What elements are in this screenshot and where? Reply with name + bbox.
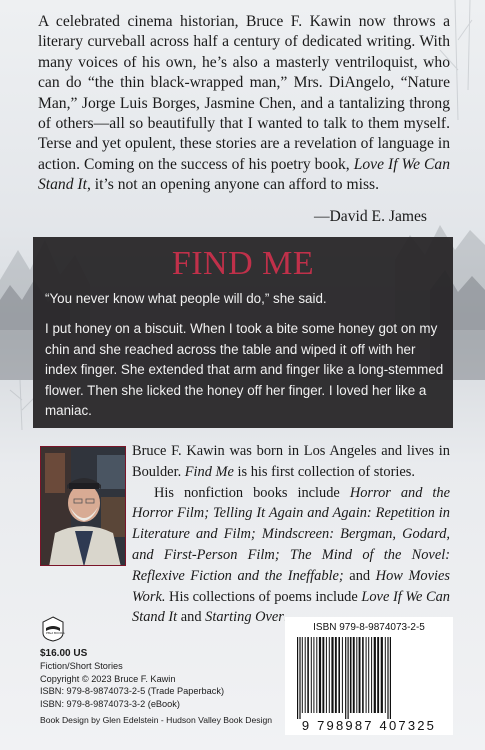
author-bio — [132, 441, 450, 628]
blurb-attribution: —David E. James — [313, 208, 427, 225]
bio-text: is his first collection of stories. — [233, 463, 415, 480]
barcode-bar — [322, 637, 324, 713]
barcode-bar — [356, 637, 357, 713]
barcode-bar — [335, 637, 337, 713]
author-portrait-image — [41, 447, 126, 566]
bio-text: Bruce F. Kawin was born in Los Angeles and lives in Boulder. — [132, 443, 450, 480]
barcode-bar — [305, 637, 306, 713]
category: Fiction/Short Stories — [40, 661, 123, 672]
bio-book-list: Horror and the Horror Film; Telling It Again and Again: Repetition in Literature and Film; Mindscreen: Bergman, Godard, and First-Person Film; The Mind of the Novel: Reflexive Fiction and the Ineffable; — [132, 484, 450, 584]
barcode-bar — [387, 637, 388, 719]
bio-poem-title: Love If We Can Stand It — [132, 588, 450, 626]
isbn-trade: ISBN: 979-8-9874073-2-5 (Trade Paperback) — [40, 686, 225, 697]
barcode-bar — [381, 637, 383, 713]
copyright: Copyright © 2023 Bruce F. Kawin — [40, 673, 176, 684]
blurb-text-end: , it’s not an opening anyone can afford to miss. — [86, 176, 379, 194]
barcode-bar — [316, 637, 317, 713]
book-design-credit: Book Design by Glen Edelstein - Hudson Valley Book Design — [40, 715, 272, 726]
publisher-logo-label: PBeJ BOOKS — [46, 631, 65, 635]
author-photo — [40, 446, 126, 566]
barcode-isbn-label: ISBN 979-8-9874073-2-5 — [313, 622, 425, 633]
barcode — [285, 617, 453, 735]
barcode-bar — [362, 637, 364, 713]
price: $16.00 US — [40, 648, 88, 659]
bio-text: and — [343, 567, 376, 584]
barcode-bar — [368, 637, 369, 713]
barcode-bar — [342, 637, 343, 713]
blurb-text: A celebrated cinema historian, Bruce F. Kawin now throws a literary curveball across half a century of dedicated writing. With many voices of his own, he’s also a masterly ventriloquist, who can do “the thin black-wrapped man,” Mrs. DiAngelo, “Nature Man,” Jorge Luis Borges, Jasmine Chen, and a tantalizing throng of others—all so beautifully that I wanted to talk to them myself. Terse and yet opulent, these stories are a revelation of language in action. Coming on the success of his poetry book, — [38, 13, 450, 173]
excerpt-paragraph-2: I put honey on a biscuit. When I took a bite some honey got on my chin and she reached across the table and wiped it off with her index finger. She extended that arm and finger like a long-stemmed flower. Then she licked the honey off her finger. I loved her like a maniac. — [45, 321, 444, 419]
bio-poem-title: Starting Over — [205, 609, 284, 626]
barcode-bar — [331, 637, 333, 713]
barcode-bar — [353, 637, 355, 713]
barcode-bar — [390, 637, 391, 719]
bio-text: His nonfiction books include — [154, 484, 350, 501]
barcode-bar — [307, 637, 309, 713]
barcode-bar — [326, 637, 327, 713]
excerpt-paragraph-1: “You never know what people will do,” she said. — [45, 291, 327, 306]
barcode-bar — [345, 637, 346, 719]
barcode-digits: 9 798987 407325 — [301, 718, 437, 733]
excerpt-title: FIND ME — [171, 245, 315, 282]
bio-text: His collections of poems include — [165, 588, 362, 605]
barcode-bar — [311, 637, 312, 713]
barcode-bar — [302, 637, 303, 713]
barcode-bar — [377, 637, 379, 713]
excerpt-panel — [33, 237, 453, 428]
bio-book-title: How Movies Work. — [132, 567, 450, 605]
barcode-bar — [338, 637, 340, 713]
barcode-bar — [319, 637, 321, 713]
bio-text: and — [177, 609, 206, 626]
barcode-bar — [366, 637, 367, 713]
isbn-ebook: ISBN: 979-8-9874073-3-2 (eBook) — [40, 698, 180, 709]
publisher-logo-icon — [42, 616, 64, 642]
back-cover-blurb — [38, 12, 450, 196]
barcode-bar — [297, 637, 298, 719]
bio-indent — [132, 485, 154, 501]
barcode-bar — [385, 637, 386, 713]
barcode-bar — [359, 637, 361, 713]
bio-book-title: Find Me — [184, 463, 234, 480]
blurb-book-title: Love If We Can Stand It — [38, 155, 450, 194]
barcode-bar — [374, 637, 376, 713]
barcode-bar — [348, 637, 349, 719]
publisher-logo — [42, 616, 64, 642]
barcode-bar — [299, 637, 300, 719]
barcode-bar — [313, 637, 314, 713]
barcode-bars — [293, 637, 445, 719]
barcode-bar — [371, 637, 372, 713]
barcode-bar — [350, 637, 352, 713]
barcode-bar — [329, 637, 330, 713]
